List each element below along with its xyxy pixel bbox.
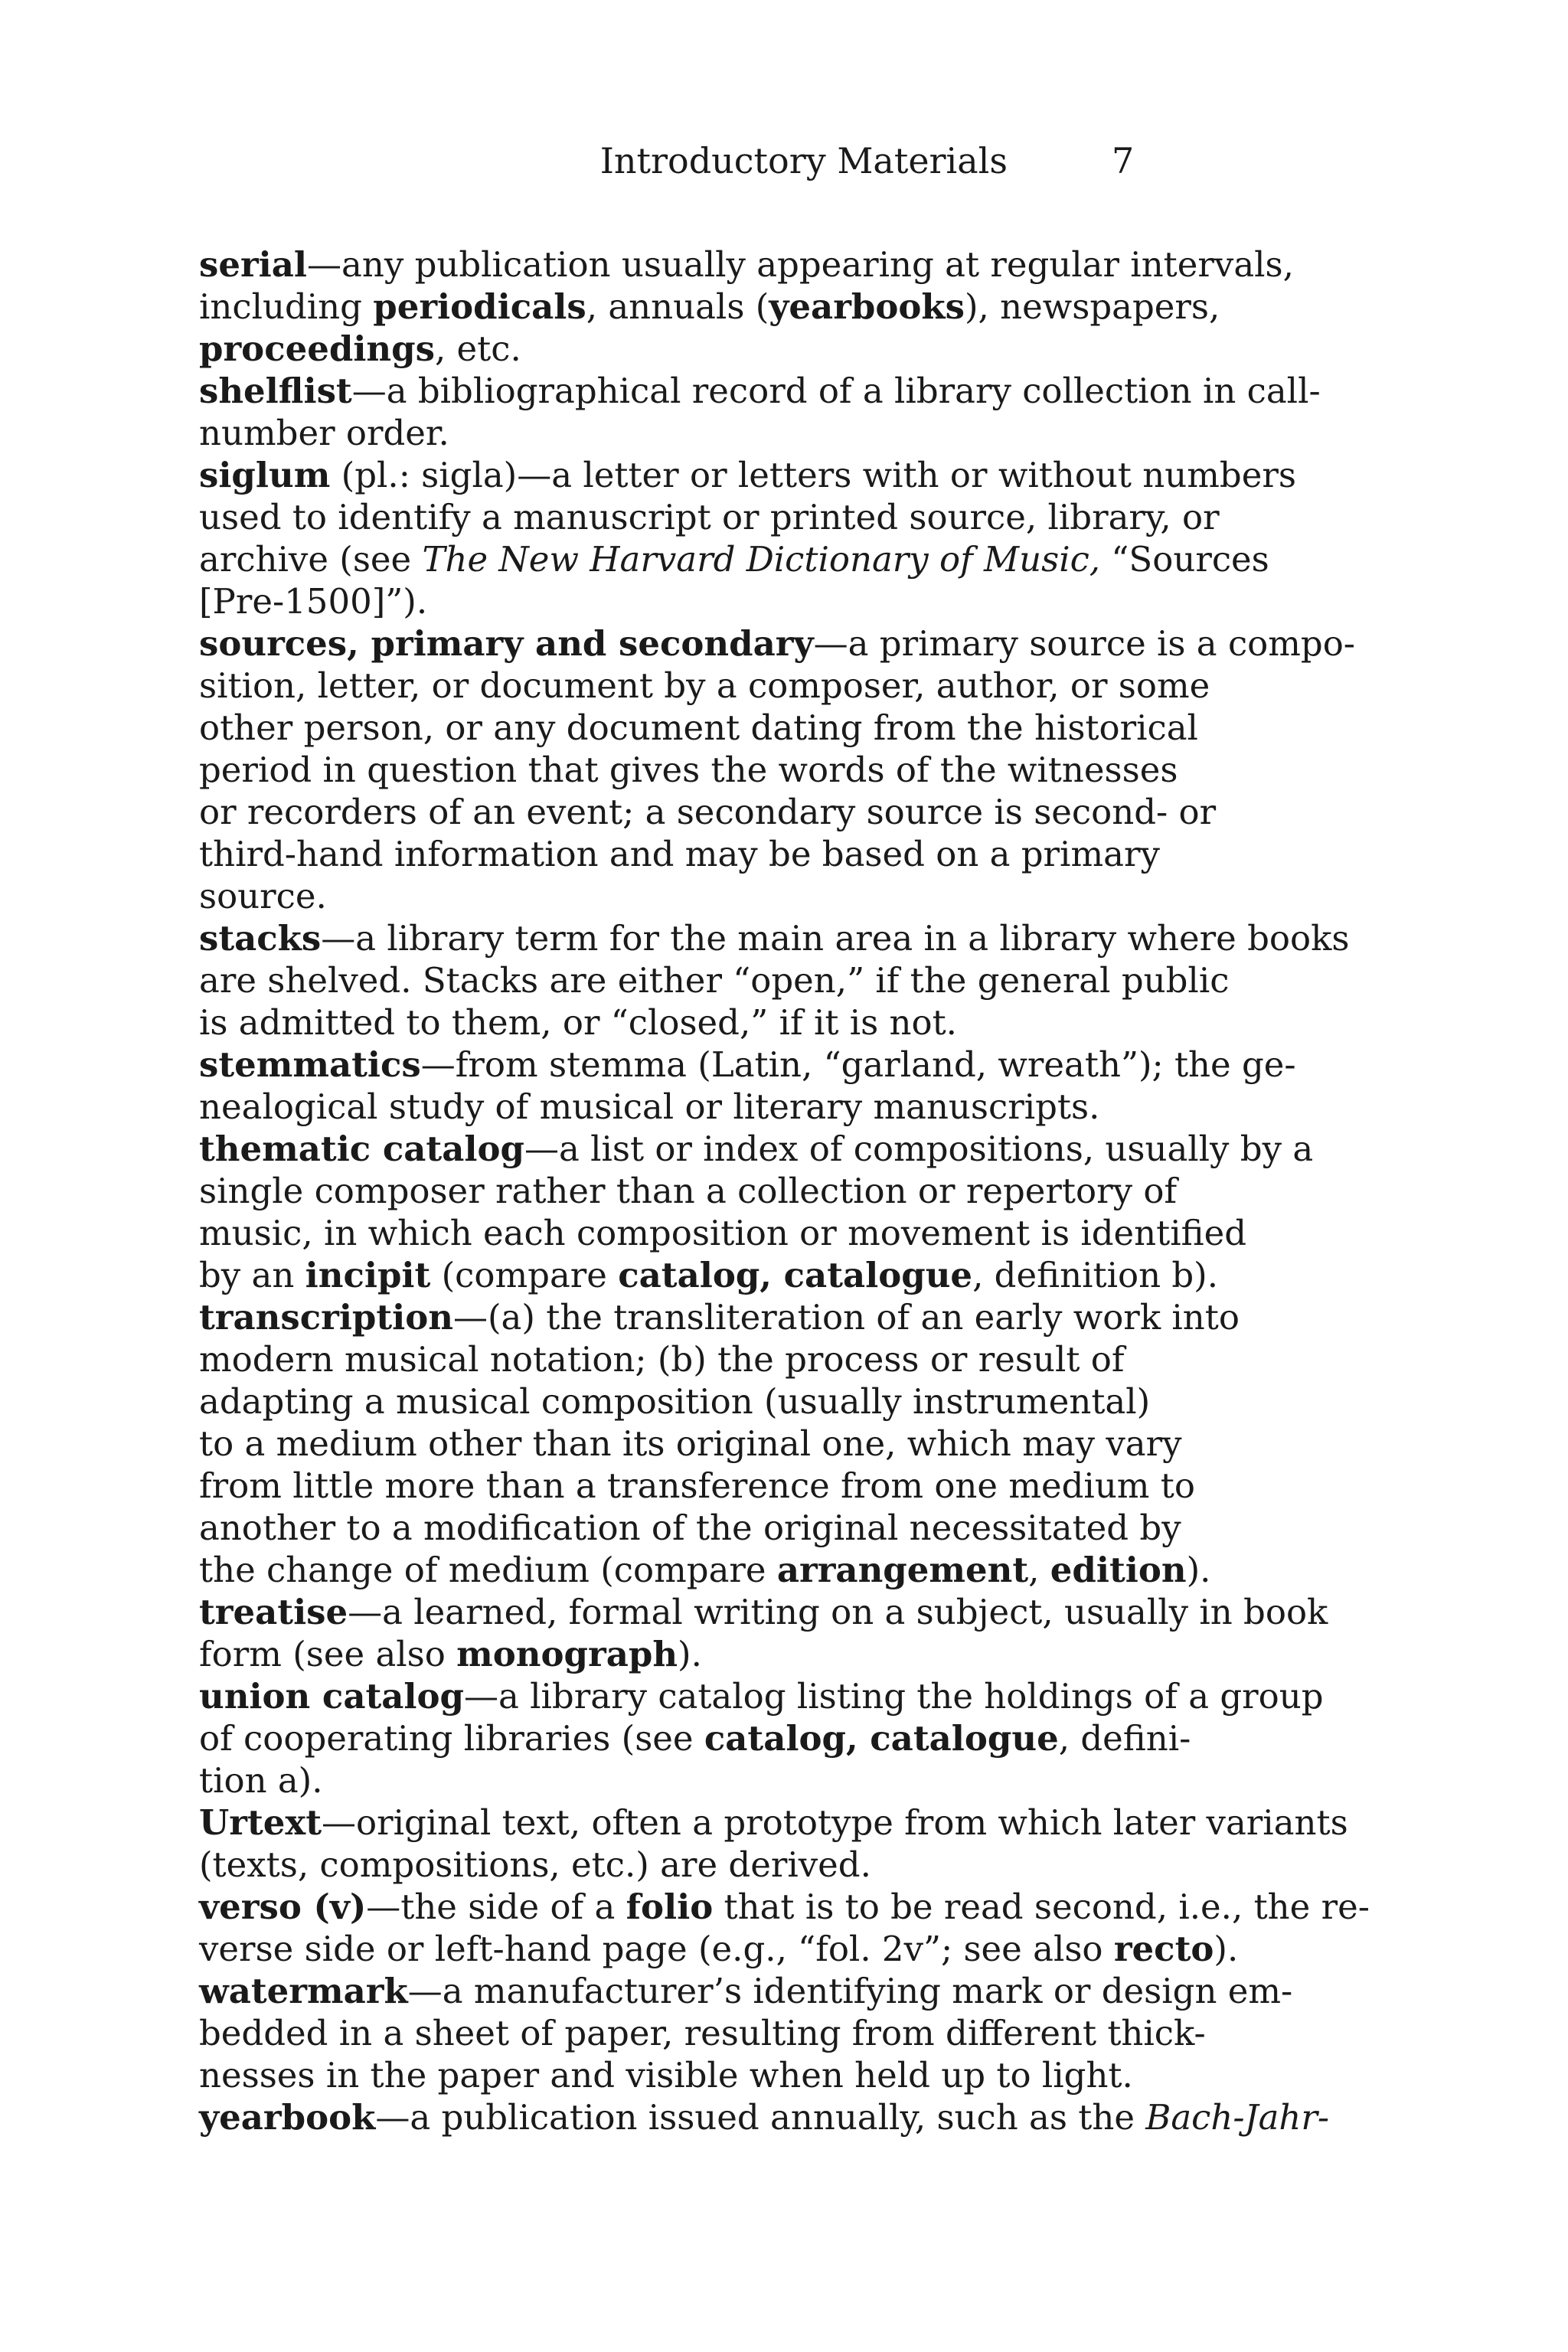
entry-text: single composer rather than a collection or repertory of: [199, 1171, 1178, 1211]
entry-text: ,: [1028, 1550, 1050, 1590]
entry-text: number order.: [199, 413, 449, 453]
entry-term: sources, primary and secondary: [199, 623, 814, 664]
glossary-entry-urtext: [199, 1802, 1348, 1886]
glossary-entry-watermark: [199, 1970, 1293, 2096]
entry-text: modern musical notation; (b) the process or result of: [199, 1339, 1125, 1380]
glossary-entry-stemmatics: [199, 1044, 1296, 1128]
cited-title: The New Harvard Dictionary of Music,: [422, 539, 1101, 580]
entry-text: —original text, often a prototype from which later variants: [321, 1802, 1348, 1843]
entry-text: , definition b).: [972, 1255, 1219, 1295]
entry-text: verse side or left-hand page (e.g., “fol. 2v”; see also: [199, 1929, 1114, 1969]
entry-text: archive (see: [199, 539, 423, 580]
entry-text: other person, or any document dating from the historical: [199, 707, 1198, 748]
cross-reference: recto: [1113, 1929, 1214, 1969]
glossary-entry-verso: [199, 1886, 1370, 1970]
entry-text: [Pre-1500]”).: [199, 581, 428, 622]
glossary-entry-stacks: [199, 917, 1350, 1044]
cross-reference: catalog, catalogue: [618, 1255, 973, 1295]
cross-reference: proceedings: [199, 328, 435, 369]
entry-text: form (see also: [199, 1634, 457, 1674]
entry-text: —a library term for the main area in a library where books: [321, 918, 1350, 959]
entry-text: nealogical study of musical or literary manuscripts.: [199, 1086, 1100, 1127]
entry-text: (compare: [430, 1255, 619, 1295]
entry-text: used to identify a manuscript or printed source, library, or: [199, 497, 1220, 537]
entry-term: Urtext: [199, 1802, 322, 1843]
entry-text: —a learned, formal writing on a subject, usually in book: [348, 1592, 1328, 1632]
entry-text: bedded in a sheet of paper, resulting from different thick-: [199, 2013, 1206, 2053]
glossary-entry-sources: [199, 622, 1356, 917]
glossary-entry-treatise: [199, 1591, 1328, 1675]
entry-term: watermark: [199, 1971, 408, 2011]
entry-text: third-hand information and may be based on a primary: [199, 834, 1160, 874]
entry-text: ).: [1186, 1550, 1211, 1590]
entry-text: that is to be read second, i.e., the re-: [713, 1886, 1370, 1927]
cross-reference: arrangement: [776, 1550, 1029, 1590]
entry-text: —a list or index of compositions, usually by a: [524, 1129, 1314, 1169]
entry-term: treatise: [199, 1592, 348, 1632]
entry-text: music, in which each composition or movement is identified: [199, 1213, 1247, 1253]
entry-text: , annuals (: [586, 286, 769, 327]
entry-text: sition, letter, or document by a composer, author, or some: [199, 665, 1210, 706]
glossary-entries: [199, 243, 1370, 2138]
entry-text: —the side of a: [366, 1886, 626, 1927]
entry-text: or recorders of an event; a secondary source is second- or: [199, 792, 1217, 832]
cross-reference: edition: [1050, 1550, 1187, 1590]
entry-term: union catalog: [199, 1676, 465, 1717]
entry-text: —from stemma (Latin, “garland, wreath”); the ge-: [420, 1044, 1296, 1085]
entry-text: another to a modification of the original necessitated by: [199, 1508, 1181, 1548]
entry-text: are shelved. Stacks are either “open,” if the general public: [199, 960, 1230, 1001]
entry-text: including: [199, 286, 374, 327]
entry-term: verso (v): [199, 1886, 367, 1927]
cross-reference: folio: [626, 1886, 714, 1927]
glossary-entry-transcription: [199, 1296, 1256, 1591]
entry-text: , defini-: [1058, 1718, 1191, 1759]
entry-text: period in question that gives the words of the witnesses: [199, 750, 1178, 790]
entry-text: —a manufacturer’s identifying mark or design em-: [407, 1971, 1293, 2011]
entry-text: —a library catalog listing the holdings of a group: [464, 1676, 1324, 1717]
glossary-entry-thematic-catalog: [199, 1128, 1314, 1296]
cross-reference: incipit: [305, 1255, 431, 1295]
entry-text: of cooperating libraries (see: [199, 1718, 704, 1759]
entry-text: ), newspapers,: [964, 286, 1220, 327]
entry-term: transcription: [199, 1297, 453, 1338]
entry-text: nesses in the paper and visible when held up to light.: [199, 2055, 1133, 2096]
entry-term: thematic catalog: [199, 1129, 524, 1169]
entry-text: —any publication usually appearing at regular intervals,: [307, 244, 1294, 285]
entry-text: to a medium other than its original one, which may vary: [199, 1423, 1182, 1464]
entry-text: from little more than a transference from one medium to: [199, 1465, 1195, 1506]
entry-text: the change of medium (compare: [199, 1550, 777, 1590]
cross-reference: periodicals: [373, 286, 586, 327]
entry-text: source.: [199, 876, 327, 916]
entry-text: adapting a musical composition (usually instrumental): [199, 1381, 1151, 1422]
entry-text: , etc.: [434, 328, 521, 369]
cited-title: Bach-Jahr-: [1145, 2097, 1330, 2138]
entry-text: tion a).: [199, 1760, 323, 1801]
entry-text: “Sources: [1100, 539, 1269, 580]
entry-text: is admitted to them, or “closed,” if it is not.: [199, 1002, 957, 1043]
page-number: 7: [1112, 140, 1135, 181]
running-head: [0, 138, 1568, 184]
entry-text: —a primary source is a compo-: [813, 623, 1356, 664]
entry-text: ).: [1214, 1929, 1239, 1969]
glossary-entry-siglum: [199, 454, 1296, 622]
entry-text: ).: [678, 1634, 702, 1674]
entry-term: stemmatics: [199, 1044, 421, 1085]
entry-term: siglum: [199, 455, 331, 495]
entry-text: —(a) the transliteration of an early work into: [453, 1297, 1240, 1338]
entry-text: —a publication issued annually, such as the: [375, 2097, 1146, 2138]
entry-text: by an: [199, 1255, 305, 1295]
glossary-entry-shelflist: [199, 370, 1321, 454]
entry-text: (pl.: sigla)—a letter or letters with or without numbers: [330, 455, 1296, 495]
glossary-entry-serial: [199, 243, 1294, 370]
entry-text: (texts, compositions, etc.) are derived.: [199, 1844, 871, 1885]
entry-term: stacks: [199, 918, 322, 959]
cross-reference: yearbooks: [769, 286, 965, 327]
entry-text: —a bibliographical record of a library collection in call-: [351, 371, 1321, 411]
cross-reference: catalog, catalogue: [704, 1718, 1059, 1759]
entry-term: shelflist: [199, 371, 352, 411]
glossary-entry-union-catalog: [199, 1675, 1324, 1802]
cross-reference: monograph: [456, 1634, 678, 1674]
running-head-title: Introductory Materials: [599, 140, 1008, 181]
glossary-entry-yearbook: [199, 2096, 1330, 2138]
entry-term: yearbook: [199, 2097, 376, 2138]
entry-term: serial: [199, 244, 308, 285]
